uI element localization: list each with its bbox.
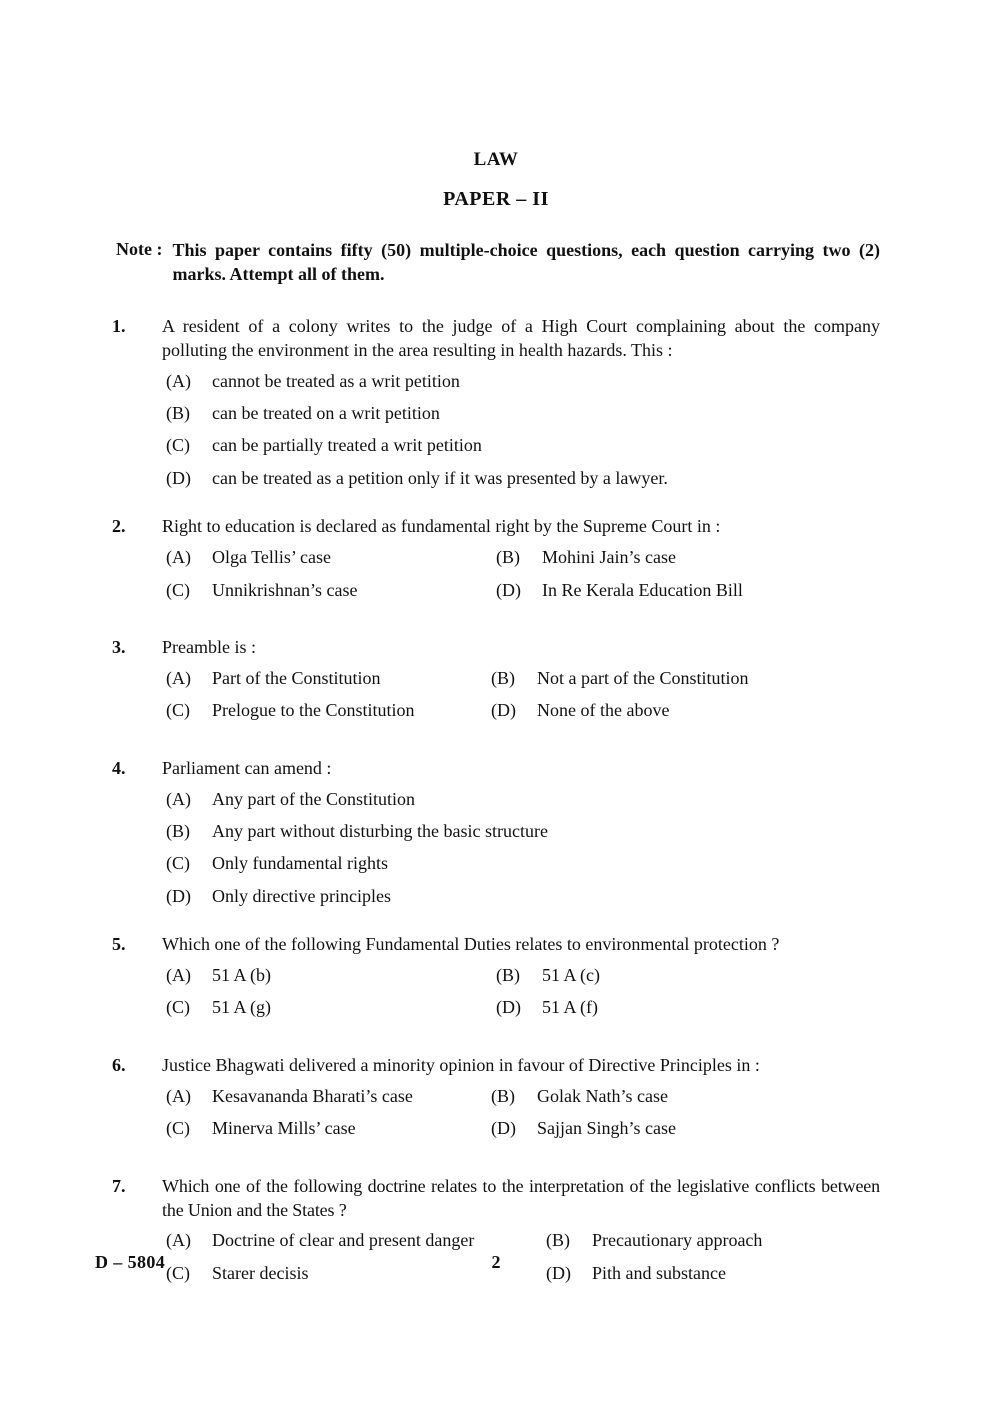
option-b[interactable] [162,820,880,843]
option-d[interactable] [162,467,880,490]
option-row [162,1117,880,1140]
option-row [162,1085,880,1108]
question-text: Which one of the following doctrine relates to the interpretation of the legislative conflicts between the Union and the States ? [162,1175,880,1220]
question-body [162,515,880,611]
option-text: Starer decisis [212,1262,309,1283]
option-list [162,546,880,602]
option-text: cannot be treated as a writ petition [212,370,460,391]
question-body [162,1054,880,1150]
option-text: None of the above [537,700,670,721]
option-a[interactable] [162,1229,546,1252]
question-number: 1. [112,315,126,336]
option-letter: (A) [166,667,191,688]
option-letter: (A) [166,1085,191,1106]
document-header [0,150,992,210]
option-letter: (D) [491,1118,516,1139]
option-letter: (A) [166,1230,191,1251]
option-letter: (A) [166,965,191,986]
option-d[interactable] [496,996,598,1019]
option-a[interactable] [162,546,496,569]
option-b[interactable] [491,1085,668,1108]
question-item [112,315,880,490]
option-c[interactable] [162,434,880,457]
option-row [162,964,880,987]
option-text: 51 A (f) [542,997,598,1018]
option-row [162,699,880,722]
question-number: 4. [112,757,126,778]
question-text: Which one of the following Fundamental Duties relates to environmental protection ? [162,934,780,955]
note-block [0,239,992,287]
option-text: In Re Kerala Education Bill [542,579,743,600]
question-number: 6. [112,1054,126,1075]
question-number: 2. [112,516,126,537]
option-text: Precautionary approach [592,1230,763,1251]
option-d[interactable] [162,885,880,908]
option-d[interactable] [491,699,669,722]
option-b[interactable] [546,1229,762,1252]
option-c[interactable] [162,1117,491,1140]
option-text: Kesavananda Bharati’s case [212,1085,413,1106]
option-letter: (D) [166,885,191,906]
option-letter: (C) [166,1262,190,1283]
option-a[interactable] [162,370,880,393]
question-text: Parliament can amend : [162,757,332,778]
option-row [162,546,880,569]
option-letter: (C) [166,579,190,600]
question-body [162,315,880,490]
question-text: Preamble is : [162,636,256,657]
option-text: Mohini Jain’s case [542,547,676,568]
question-body [162,636,880,732]
option-text: Unnikrishnan’s case [212,579,358,600]
option-row [162,579,880,602]
option-b[interactable] [496,546,676,569]
question-text: A resident of a colony writes to the judge of a High Court complaining about the company polluting the environment in the area resulting in health hazards. This : [162,315,880,360]
footer-page-number: 2 [491,1252,501,1272]
option-a[interactable] [162,964,496,987]
question-text: Right to education is declared as fundamental right by the Supreme Court in : [162,516,721,537]
note-text: This paper contains fifty (50) multiple-choice questions, each question carrying two (2) marks. Attempt all of them. [172,239,880,284]
option-letter: (C) [166,853,190,874]
option-b[interactable] [491,667,748,690]
question-item [112,515,880,611]
option-a[interactable] [162,1085,491,1108]
question-number: 7. [112,1175,126,1196]
option-text: can be treated as a petition only if it was presented by a lawyer. [212,467,668,488]
paper-title: PAPER – II [443,187,549,210]
option-d[interactable] [496,579,743,602]
option-text: Doctrine of clear and present danger [212,1230,475,1251]
option-letter: (D) [166,467,191,488]
option-text: Minerva Mills’ case [212,1118,356,1139]
option-text: Golak Nath’s case [537,1085,668,1106]
footer-paper-code: D – 5804 [95,1252,166,1272]
option-letter: (D) [491,700,516,721]
option-letter: (C) [166,997,190,1018]
question-number: 3. [112,636,126,657]
note-label: Note : [116,238,163,259]
question-body [162,757,880,909]
option-letter: (A) [166,788,191,809]
option-a[interactable] [162,667,491,690]
option-letter: (C) [166,435,190,456]
option-c[interactable] [162,996,496,1019]
option-d[interactable] [491,1117,676,1140]
option-letter: (C) [166,700,190,721]
option-c[interactable] [162,699,491,722]
option-text: Only fundamental rights [212,853,388,874]
option-text: Only directive principles [212,885,391,906]
option-text: 51 A (c) [542,965,600,986]
option-letter: (B) [546,1230,570,1251]
option-b[interactable] [162,402,880,425]
option-letter: (C) [166,1118,190,1139]
option-list [162,964,880,1020]
option-letter: (D) [496,997,521,1018]
option-b[interactable] [496,964,600,987]
option-text: can be partially treated a writ petition [212,435,482,456]
option-letter: (B) [166,403,190,424]
option-letter: (B) [496,547,520,568]
option-text: Pith and substance [592,1262,726,1283]
option-row [162,667,880,690]
option-a[interactable] [162,788,880,811]
option-text: Olga Tellis’ case [212,547,332,568]
option-letter: (A) [166,547,191,568]
question-item [112,1054,880,1150]
option-letter: (D) [496,579,521,600]
option-row [162,996,880,1019]
question-item [112,757,880,909]
option-list [162,370,880,491]
option-list [162,667,880,723]
option-letter: (B) [491,667,515,688]
option-letter: (A) [166,370,191,391]
option-letter: (B) [491,1085,515,1106]
page-footer [0,1252,992,1286]
option-text: Sajjan Singh’s case [537,1118,676,1139]
option-text: 51 A (g) [212,997,272,1018]
option-text: Part of the Constitution [212,667,381,688]
option-list [162,788,880,909]
option-text: can be treated on a writ petition [212,403,440,424]
question-item [112,933,880,1029]
option-letter: (B) [496,965,520,986]
question-text: Justice Bhagwati delivered a minority opinion in favour of Directive Principles in : [162,1054,760,1075]
question-item [112,636,880,732]
option-c[interactable] [162,852,880,875]
question-number: 5. [112,934,126,955]
option-row [162,1229,880,1252]
option-c[interactable] [162,579,496,602]
option-letter: (D) [546,1262,571,1283]
option-list [162,1085,880,1141]
question-body [162,933,880,1029]
subject-title: LAW [473,149,519,170]
option-letter: (B) [166,820,190,841]
option-text: Not a part of the Constitution [537,667,749,688]
option-text: Prelogue to the Constitution [212,700,415,721]
question-list [0,315,992,1294]
option-text: Any part of the Constitution [212,788,415,809]
option-text: 51 A (b) [212,965,272,986]
option-text: Any part without disturbing the basic structure [212,820,548,841]
